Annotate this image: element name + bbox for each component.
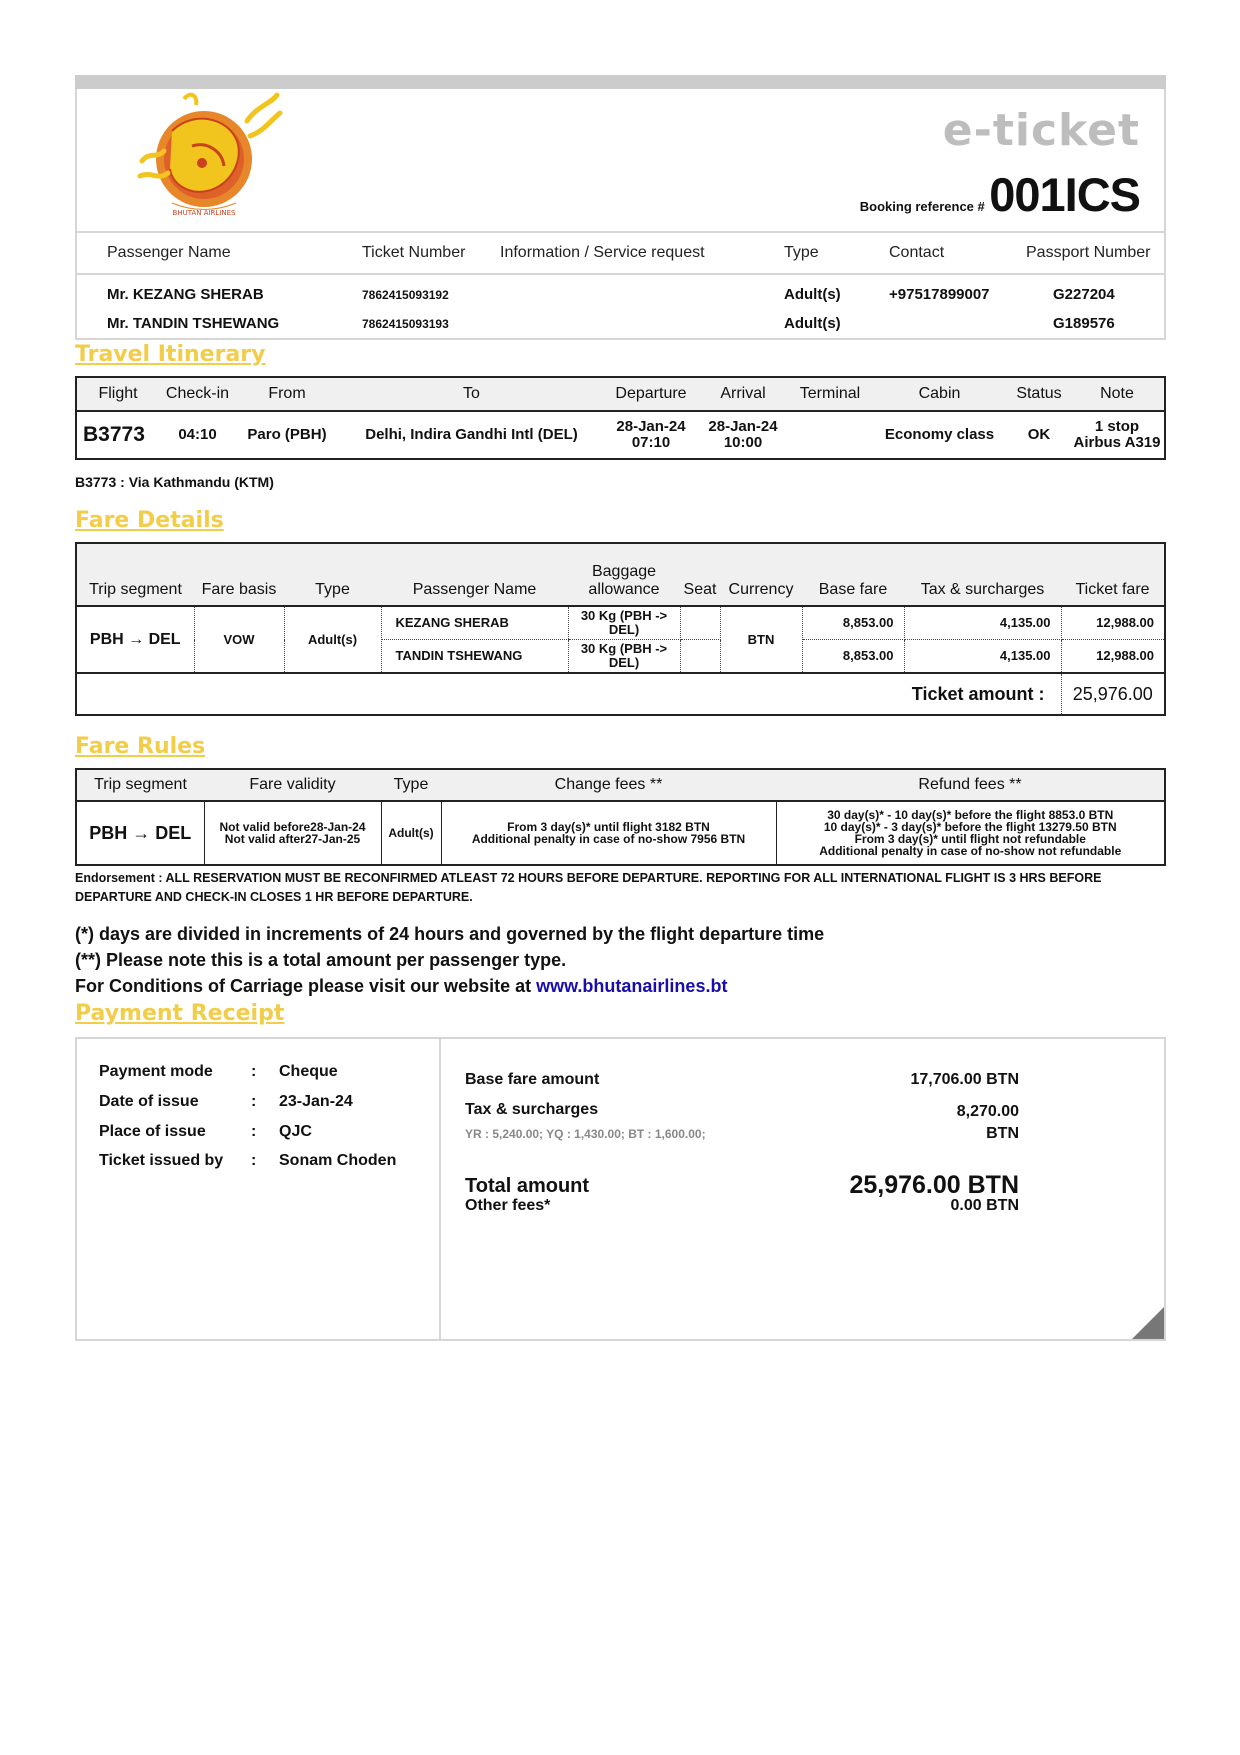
- section-title-payment: Payment Receipt: [75, 1001, 285, 1026]
- payment-row: [99, 1093, 353, 1111]
- website-link[interactable]: www.bhutanairlines.bt: [536, 976, 728, 996]
- change-fee-line1: From 3 day(s)* until flight 3182 BTN: [507, 820, 710, 834]
- ticket-page: [75, 75, 1166, 1341]
- col-base-fare: Base fare: [802, 543, 904, 606]
- booking-reference-label: Booking reference #: [859, 199, 985, 214]
- ticket-number: 7862415093193: [362, 316, 449, 331]
- tax-surcharges: 4,135.00: [904, 606, 1061, 640]
- col-passport: Passport Number: [1025, 233, 1165, 274]
- ticket-fare: 12,988.00: [1096, 648, 1154, 663]
- validity-from: Not valid before28-Jan-24: [219, 820, 366, 834]
- contact: [888, 309, 1025, 339]
- payment-value: 23-Jan-24: [279, 1093, 353, 1110]
- col-rule-segment: Trip segment: [76, 769, 204, 801]
- colon: :: [251, 1093, 257, 1110]
- payment-receipt: [75, 1037, 1166, 1341]
- passport-number: G189576: [1053, 315, 1115, 332]
- ticket-amount-value: 25,976.00: [1061, 673, 1165, 715]
- col-flight: Flight: [76, 377, 159, 411]
- flight-number: B3773: [83, 423, 145, 446]
- col-fare-basis: Fare basis: [194, 543, 284, 606]
- fare-passenger: KEZANG SHERAB: [381, 606, 568, 640]
- baggage-line2: DEL): [608, 655, 640, 670]
- payment-value: QJC: [279, 1123, 312, 1140]
- payment-totals: [441, 1039, 1164, 1339]
- col-status: Status: [1008, 377, 1070, 411]
- col-ticket-number: Ticket Number: [361, 233, 499, 274]
- other-fees-label: Other fees*: [465, 1197, 551, 1214]
- col-departure: Departure: [605, 377, 697, 411]
- baggage-line2: DEL): [608, 622, 640, 637]
- fare-baggage: [568, 640, 680, 674]
- col-from: From: [236, 377, 338, 411]
- baggage-line1: 30 Kg (PBH ->: [580, 641, 668, 656]
- payment-key: Ticket issued by: [99, 1152, 224, 1169]
- col-ticket-fare: Ticket fare: [1061, 543, 1165, 606]
- ticket-fare: 12,988.00: [1061, 606, 1165, 640]
- col-passenger-name: Passenger Name: [76, 233, 361, 274]
- colon: :: [251, 1152, 257, 1169]
- airline-logo-icon: [132, 91, 292, 226]
- table-row: [76, 606, 1165, 640]
- note-total: (**) Please note this is a total amount per passenger type.: [75, 950, 567, 970]
- other-fees-value: 0.00 BTN: [950, 1197, 1019, 1214]
- passenger-name: Mr. KEZANG SHERAB: [107, 286, 264, 303]
- validity-to: Not valid after27-Jan-25: [224, 832, 361, 846]
- payment-row: [99, 1063, 338, 1081]
- notes: [75, 921, 1166, 999]
- col-type: Type: [783, 233, 888, 274]
- fare-basis: VOW: [194, 606, 284, 673]
- tax-surcharges: 4,135.00: [904, 640, 1061, 674]
- ticket-amount-label: Ticket amount :: [76, 673, 1061, 715]
- refund-line1: 30 day(s)* - 10 day(s)* before the flight 8853.0 BTN: [827, 808, 1114, 822]
- terminal: [789, 411, 871, 459]
- col-fare-validity: Fare validity: [204, 769, 381, 801]
- refund-line2: 10 day(s)* - 3 day(s)* before the flight 13279.50 BTN: [823, 820, 1117, 834]
- note-conditions-text: For Conditions of Carriage please visit our website at: [75, 976, 537, 996]
- endorsement: Endorsement : ALL RESERVATION MUST BE RECONFIRMED ATLEAST 72 HOURS BEFORE DEPARTURE. REPORTING FOR ALL INTERNATIONAL FLIGHT IS 3 HRS BEFORE DEPARTURE AND CHECK-IN CLOSES 1 HR BEFORE DEPARTURE.: [75, 871, 1102, 904]
- col-checkin: Check-in: [159, 377, 236, 411]
- checkin-time: 04:10: [178, 426, 217, 443]
- service-request: [499, 274, 783, 309]
- section-title-itinerary: Travel Itinerary: [75, 342, 266, 367]
- table-row: [76, 801, 1165, 865]
- fare-seat: [680, 640, 720, 674]
- col-information: Information / Service request: [499, 233, 783, 274]
- fare-table: [75, 542, 1166, 716]
- passenger-type: Adult(s): [784, 315, 841, 332]
- total-amount-label: Total amount: [465, 1175, 590, 1197]
- col-baggage-line1: Baggage: [591, 563, 657, 580]
- col-refund-fees: Refund fees **: [776, 769, 1165, 801]
- col-baggage-line2: allowance: [588, 581, 660, 598]
- fare-rules-table: [75, 768, 1166, 866]
- base-fare-value: 17,706.00 BTN: [910, 1071, 1019, 1088]
- refund-line4: Additional penalty in case of no-show not refundable: [819, 844, 1122, 858]
- passport-number: G227204: [1053, 286, 1115, 303]
- departure: [605, 411, 697, 459]
- note-days: (*) days are divided in increments of 24 hours and governed by the flight departure time: [75, 924, 825, 944]
- tax-value-currency: BTN: [986, 1125, 1019, 1142]
- note-conditions: [75, 973, 1166, 999]
- table-row: [76, 411, 1165, 459]
- col-arrival: Arrival: [697, 377, 789, 411]
- arrival-date: 28-Jan-24: [708, 418, 778, 435]
- departure-date: 28-Jan-24: [616, 418, 686, 435]
- document-title: e-ticket: [942, 105, 1140, 156]
- note: [1070, 411, 1165, 459]
- cabin: Economy class: [884, 426, 995, 443]
- tax-label: Tax & surcharges: [465, 1101, 599, 1118]
- logo-text: BHUTAN AIRLINES: [172, 209, 236, 217]
- col-terminal: Terminal: [789, 377, 871, 411]
- colon: :: [251, 1123, 257, 1140]
- payment-key: Payment mode: [99, 1063, 213, 1080]
- top-bar: [75, 75, 1166, 89]
- change-fee-line2: Additional penalty in case of no-show 7956 BTN: [471, 832, 746, 846]
- payment-row: [99, 1123, 312, 1141]
- col-rule-type: Type: [381, 769, 441, 801]
- page-fold-icon: [1132, 1307, 1164, 1339]
- fare-currency: BTN: [720, 606, 802, 673]
- col-change-fees: Change fees **: [441, 769, 776, 801]
- col-trip-segment: Trip segment: [76, 543, 194, 606]
- payment-key: Place of issue: [99, 1123, 206, 1140]
- colon: :: [251, 1063, 257, 1080]
- rule-segment: PBH → DEL: [76, 801, 204, 865]
- arrival: [697, 411, 789, 459]
- payment-row: [99, 1152, 396, 1170]
- rule-type: Adult(s): [381, 801, 441, 865]
- payment-details: [77, 1039, 441, 1339]
- table-row: [76, 309, 1165, 339]
- col-note: Note: [1070, 377, 1165, 411]
- passenger-table: [75, 233, 1166, 340]
- arrival-time: 10:00: [723, 434, 763, 451]
- fare-seat: [680, 606, 720, 640]
- col-seat: Seat: [680, 543, 720, 606]
- section-title-rules: Fare Rules: [75, 734, 206, 759]
- to-airport: Delhi, Indira Gandhi Intl (DEL): [365, 426, 578, 443]
- fare-trip-segment: PBH → DEL: [89, 630, 181, 648]
- fare-type: Adult(s): [284, 606, 381, 673]
- booking-reference: [860, 167, 1140, 222]
- ticket-amount-row: [76, 673, 1165, 715]
- contact: +97517899007: [889, 286, 990, 303]
- base-fare: 8,853.00: [802, 640, 904, 674]
- service-request: [499, 309, 783, 339]
- fare-passenger: TANDIN TSHEWANG: [395, 648, 523, 663]
- refund-fees: [776, 801, 1165, 865]
- note-stops: 1 stop: [1094, 418, 1140, 435]
- col-to: To: [338, 377, 605, 411]
- departure-time: 07:10: [631, 434, 671, 451]
- fare-validity: [204, 801, 381, 865]
- table-row: [76, 274, 1165, 309]
- booking-reference-value: 001ICS: [989, 168, 1140, 221]
- fare-baggage: [568, 606, 680, 640]
- tax-breakdown: YR : 5,240.00; YQ : 1,430.00; BT : 1,600.00;: [465, 1127, 706, 1141]
- passenger-type: Adult(s): [784, 286, 841, 303]
- via-note: B3773 : Via Kathmandu (KTM): [75, 474, 274, 490]
- payment-value: Sonam Choden: [279, 1152, 397, 1169]
- col-fare-type: Type: [284, 543, 381, 606]
- tax-value-amount: 8,270.00: [956, 1103, 1019, 1120]
- col-baggage: [568, 543, 680, 606]
- col-tax: Tax & surcharges: [904, 543, 1061, 606]
- col-cabin: Cabin: [871, 377, 1008, 411]
- from-airport: Paro (PBH): [247, 426, 327, 443]
- note-aircraft: Airbus A319: [1073, 434, 1161, 451]
- col-contact: Contact: [888, 233, 1025, 274]
- col-currency: Currency: [720, 543, 802, 606]
- tax-value: [957, 1101, 1019, 1145]
- section-title-fare: Fare Details: [75, 508, 224, 533]
- base-fare-label: Base fare amount: [465, 1071, 600, 1088]
- refund-line3: From 3 day(s)* until flight not refundable: [854, 832, 1086, 846]
- payment-key: Date of issue: [99, 1093, 199, 1110]
- ticket-number: 7862415093192: [362, 287, 449, 302]
- col-fare-passenger: Passenger Name: [381, 543, 568, 606]
- change-fees: [441, 801, 776, 865]
- payment-value: Cheque: [279, 1063, 338, 1080]
- ticket-header: [75, 89, 1166, 233]
- total-amount-value: 25,976.00 BTN: [849, 1171, 1019, 1199]
- base-fare: 8,853.00: [802, 606, 904, 640]
- itinerary-table: [75, 376, 1166, 460]
- passenger-name: Mr. TANDIN TSHEWANG: [107, 315, 280, 332]
- status: OK: [1027, 426, 1051, 443]
- baggage-line1: 30 Kg (PBH ->: [580, 608, 668, 623]
